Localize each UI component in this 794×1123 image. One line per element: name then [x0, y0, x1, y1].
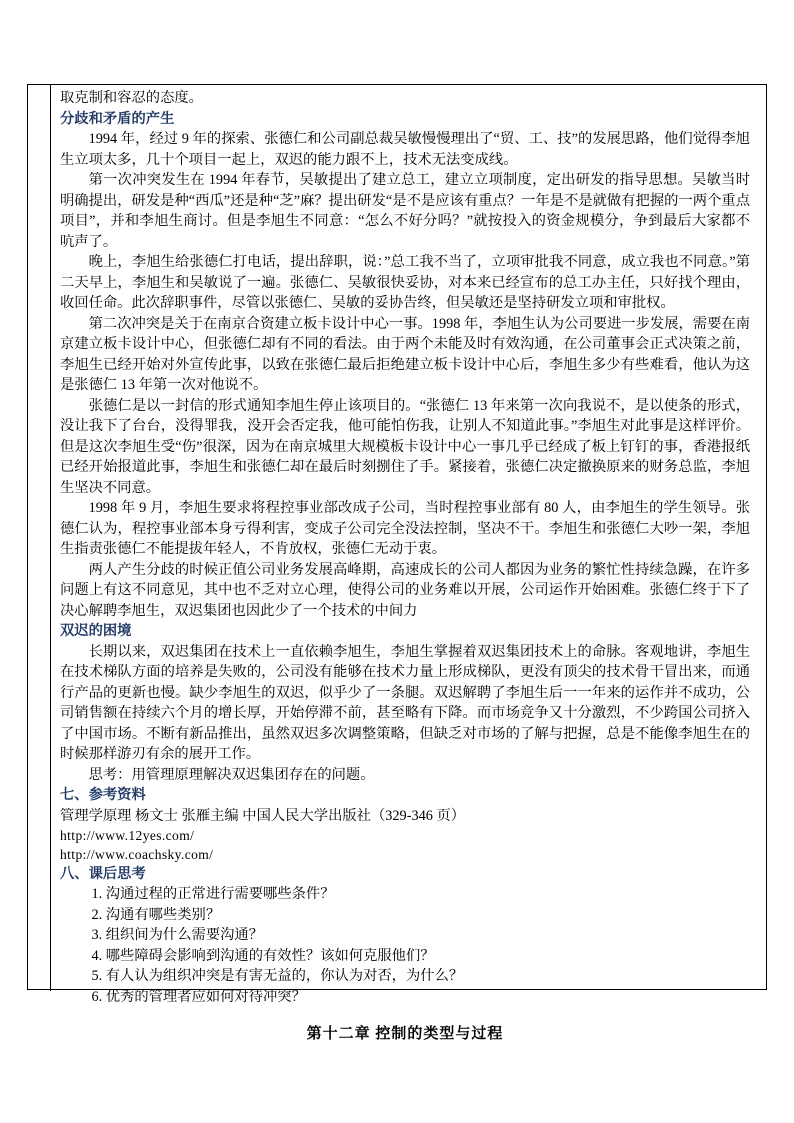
section-heading-conflict: 分歧和矛盾的产生 [60, 110, 175, 127]
list-item: 6. 优秀的管理者应如何对待冲突？ [91, 988, 306, 1005]
section-heading-references: 七、参考资料 [60, 787, 146, 803]
section-heading-dilemma: 双迟的困境 [60, 623, 132, 639]
list-item: 3. 组织间为什么需要沟通？ [91, 927, 264, 943]
thinking-prompt: 思考：用管理原理解决双迟集团存在的问题。 [88, 766, 375, 783]
list-item: 5. 有人认为组织冲突是有害无益的，你认为对否，为什么？ [91, 968, 464, 984]
reference-entry: 管理学原理 杨文士 张雁主编 中国人民大学出版社（329-346 页） [60, 807, 466, 824]
paragraph: 第一次冲突发生在 1994 年春节，吴敏提出了建立总工，建立立项制度，定出研发的指导思想。吴敏当时明确提出，研发是种“西瓜”还是种“芝”麻？提出研发“是不是应该有重点？一年是不是就做有把握的一两个重点项目”，并和李旭生商讨。但是李旭生不同意：“怎么不好分吗？”就按投入的资金规模分，争到最后大家都不吭声了。 [60, 172, 750, 250]
section-heading-questions: 八、课后思考 [60, 865, 146, 882]
list-item: 2. 沟通有哪些类别？ [91, 906, 221, 923]
list-item: 1. 沟通过程的正常进行需要哪些条件？ [91, 886, 335, 902]
question-list [60, 884, 750, 1007]
paragraph: 1994 年，经过 9 年的探索、张德仁和公司副总裁吴敏慢慢理出了“贸、工、技”的发展思路，他们觉得李旭生立项太多，几十个项目一起上，双迟的能力跟不上，技术无法变成线。 [60, 131, 750, 168]
list-item: 4. 哪些障碍会影响到沟通的有效性？该如何克服他们？ [91, 947, 435, 964]
paragraph: 两人产生分歧的时候正值公司业务发展高峰期，高速成长的公司人都因为业务的繁忙性持续急躁，在许多问题上有这不同意见，其中也不乏对立心理，使得公司的业务难以开展，公司运作开始困难。张德仁终于下了决心解聘李旭生，双迟集团也因此少了一个技术的中间力 [60, 561, 750, 619]
paragraph: 长期以来，双迟集团在技术上一直依赖李旭生，李旭生掌握着双迟集团技术上的命脉。客观地讲，李旭生在技术梯队方面的培养是失败的，公司没有能够在技术力量上形成梯队，更没有顶尖的技术骨干冒出来，而通行产品的更新也慢。缺少李旭生的双迟，似乎少了一条腿。双迟解聘了李旭生后一一年来的运作并不成功，公司销售额在持续六个月的增长厚，开始停滞不前，甚至略有下降。而市场竞争又十分激烈，不少跨国公司挤入了中国市场。不断有新品推出，虽然双迟多次调整策略，但缺乏对市场的了解与把握，总是不能像李旭生在的时候那样游刃有余的展开工作。 [60, 643, 750, 762]
paragraph: 1998 年 9 月，李旭生要求将程控事业部改成子公司，当时程控事业部有 80 人，由李旭生的学生领导。张德仁认为，程控事业部本身亏得利害，变成子公司完全没法控制，坚决不干。李旭生和张德仁大吵一架，李旭生指责张德仁不能提拔年轻人，不肯放权，张德仁无动于衷。 [60, 500, 750, 557]
chapter-title: 第十二章 控制的类型与过程 [306, 1026, 504, 1042]
paragraph: 第二次冲突是关于在南京合资建立板卡设计中心一事。1998 年，李旭生认为公司要进一步发展，需要在南京建立板卡设计中心，但张德仁却有不同的看法。由于两个未能及时有效沟通，在公司董事会正式决策之前，李旭生已经开始对外宣传此事，以致在张德仁最后拒绝建立板卡设计中心后，李旭生多少有些难看，他认为这是张德仁 13 年第一次对他说不。 [60, 315, 750, 393]
reference-url[interactable]: http://www.12yes.com/ [60, 827, 195, 843]
document-body [60, 88, 750, 1045]
reference-url[interactable]: http://www.coachsky.com/ [60, 846, 214, 862]
paragraph-continued: 取克制和容忍的态度。 [60, 90, 203, 106]
paragraph: 张德仁是以一封信的形式通知李旭生停止该项目的。“张德仁 13 年来第一次向我说不，是以使条的形式，没让我下了台台，没得罪我，没开会否定我，他可能怕伤我，让别人不知道此事。”李旭生对此事是这样评价。但是这次李旭生受“伤”很深，因为在南京城里大规模板卡设计中心一事几乎已经成了板上钉钉的事，香港报纸已经开始报道此事，李旭生和张德仁却在最后时刻捌住了手。紧接着，张德仁决定撤换原来的财务总监，李旭生坚决不同意。 [60, 397, 750, 496]
paragraph: 晚上，李旭生给张德仁打电话，提出辞职，说：”总工我不当了，立项审批我不同意，成立我也不同意。”第二天早上，李旭生和吴敏说了一遍。张德仁、吴敏很快妥协，对本来已经宣布的总工办主任，只好找个理由，收回任命。此次辞职事件，尽管以张德仁、吴敏的妥协告终，但吴敏还是坚持研发立项和审批权。 [60, 254, 750, 311]
